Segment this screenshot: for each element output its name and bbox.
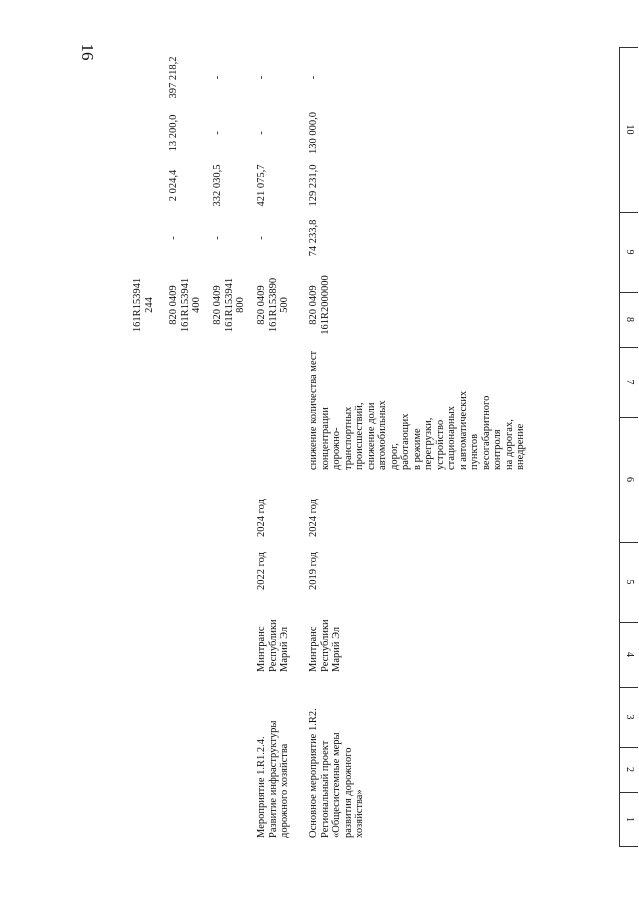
cell-r3-col9: - — [212, 131, 223, 135]
cell-r4-col6: 820 0409 161R153890 500 — [256, 277, 290, 333]
cell-r4-col2: Минтранс Республики Марий Эл — [256, 619, 290, 672]
cell-r4-col3: 2022 год — [256, 552, 267, 590]
cell-r2-col8: 2 024,4 — [168, 169, 179, 202]
header-col-1: 1 — [624, 817, 635, 822]
cell-r5-col3: 2019 год — [308, 552, 319, 590]
cell-r5-col9: 130 000,0 — [308, 112, 319, 154]
cell-r5-col6: 820 0409 161R2000000 — [308, 275, 331, 335]
cell-r4-col9: - — [256, 131, 267, 135]
cell-r5-col7: 74 233,8 — [308, 219, 319, 257]
cell-r5-col4: 2024 год — [308, 499, 319, 537]
header-col-10: 10 — [624, 124, 635, 135]
cell-r5-col5: снижение количества мест концентрации дорожно- транспортных происшествий, снижение доли автомобильных дорог, работающих в режиме перегрузки, устройство стационарных и автоматических пунктов весогабаритного контроля на дорогах, внедрение — [308, 350, 526, 470]
page-number: 16 — [78, 43, 97, 61]
cell-r3-col6: 820 0409 161R153941 800 — [212, 277, 246, 333]
cell-r3-col7: - — [212, 236, 223, 240]
cell-r4-col1: Мероприятие 1.R1.2.4. Развитие инфраструктуры дорожного хозяйства — [256, 720, 290, 838]
cell-r5-col8: 129 231,0 — [308, 164, 319, 207]
header-col-3: 3 — [624, 714, 635, 720]
cell-r4-col8: 421 075,7 — [256, 164, 267, 207]
header-col-7: 7 — [624, 379, 635, 385]
header-col-8: 8 — [624, 317, 635, 322]
header-col-5: 5 — [624, 579, 635, 585]
cell-r1-col6: 161R153941 244 — [132, 277, 155, 333]
header-col-6: 6 — [624, 477, 635, 482]
header-col-2: 2 — [624, 767, 635, 772]
cell-r5-col10: - — [308, 75, 319, 80]
cell-r2-col6: 820 0409 161R153941 400 — [168, 277, 202, 333]
header-col-4: 4 — [624, 652, 635, 657]
cell-r5-col1: Основное мероприятие 1.R2. Региональный проект «Общесистемные меры развития дорожного хозяйства» — [308, 708, 365, 838]
cell-r3-col10: - — [212, 75, 223, 80]
cell-r2-col7: - — [168, 236, 179, 240]
cell-r4-col10: - — [256, 75, 267, 80]
header-col-9: 9 — [624, 249, 635, 255]
cell-r4-col7: - — [256, 236, 267, 240]
cell-r2-col9: 13 200,0 — [168, 114, 179, 152]
cell-r2-col10: 397 218,2 — [168, 56, 179, 99]
cell-r3-col8: 332 030,5 — [212, 164, 223, 207]
cell-r5-col2: Минтранс Республики Марий Эл — [308, 619, 342, 672]
cell-r4-col4: 2024 год — [256, 499, 267, 537]
header-underline — [619, 47, 620, 847]
